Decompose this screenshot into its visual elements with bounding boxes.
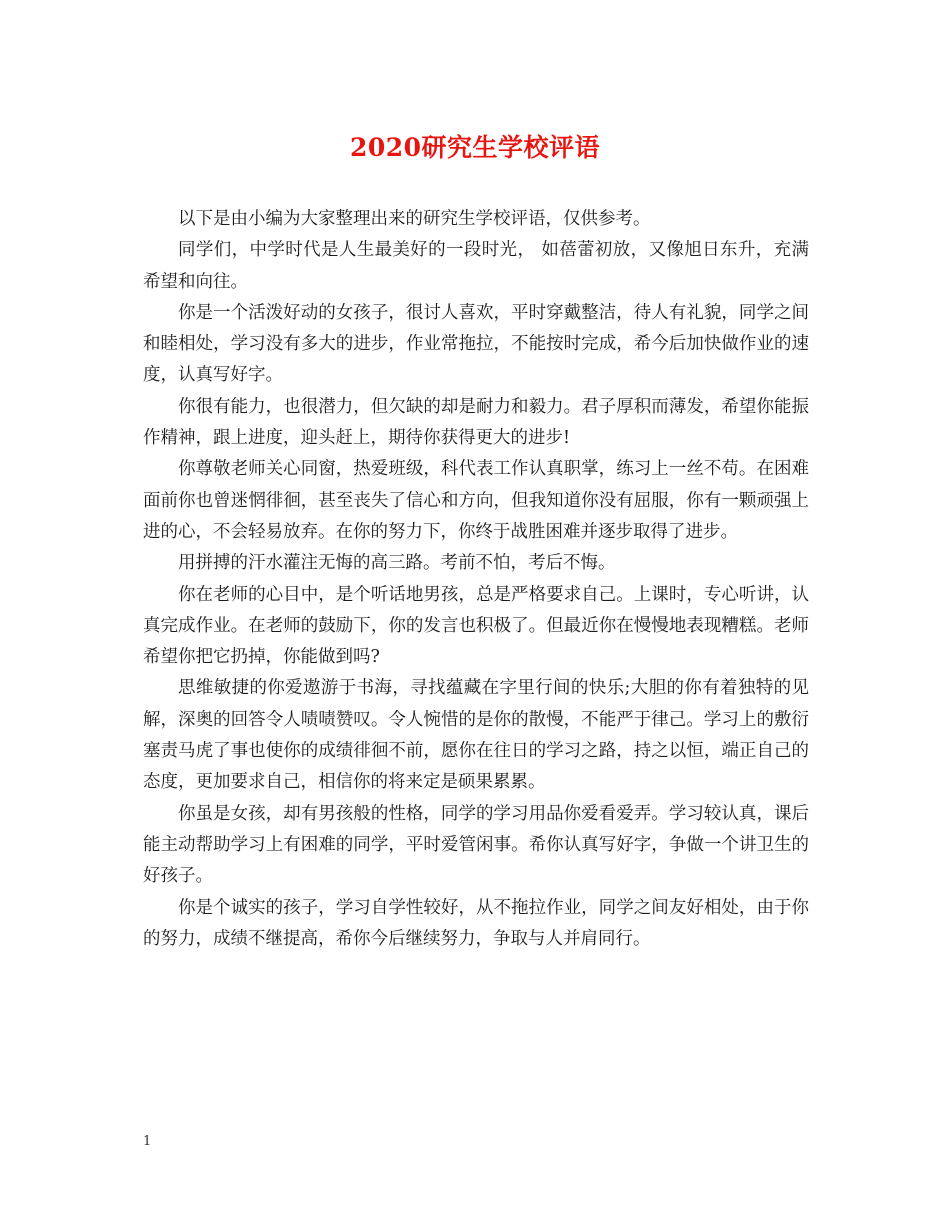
paragraph-10: 你是个诚实的孩子，学习自学性较好，从不拖拉作业，同学之间友好相处，由于你的努力，成绩不继提高，希你今后继续努力，争取与人并肩同行。 xyxy=(143,897,809,949)
paragraph-2: 同学们，中学时代是人生最美好的一段时光， 如蓓蕾初放，又像旭日东升，充满希望和向往。 xyxy=(143,240,809,292)
document-title: 2020研究生学校评语 xyxy=(349,133,601,162)
paragraph-9: 你虽是女孩，却有男孩般的性格，同学的学习用品你爱看爱弄。学习较认真，课后能主动帮助学习上有困难的同学，平时爱管闲事。希你认真写好字，争做一个讲卫生的好孩子。 xyxy=(143,803,809,887)
paragraph-4: 你很有能力，也很潜力，但欠缺的却是耐力和毅力。君子厚积而薄发，希望你能振作精神，跟上进度，迎头赶上，期待你获得更大的进步! xyxy=(143,396,809,449)
page-number: 1 xyxy=(143,1134,152,1149)
paragraph-1: 以下是由小编为大家整理出来的研究生学校评语，仅供参考。 xyxy=(178,209,651,229)
paragraph-6: 用拼搏的汗水灌注无悔的高三路。考前不怕，考后不悔。 xyxy=(178,553,616,574)
paragraph-7: 你在老师的心目中，是个听话地男孩，总是严格要求自己。上课时，专心听讲，认真完成作业。在老师的鼓励下，你的发言也积极了。但最近你在慢慢地表现糟糕。老师希望你把它扔掉，你能做到吗? xyxy=(143,584,809,668)
paragraph-3: 你是一个活泼好动的女孩子，很讨人喜欢，平时穿戴整洁，待人有礼貌，同学之间和睦相处，学习没有多大的进步，作业常拖拉，不能按时完成，希今后加快做作业的速度，认真写好字。 xyxy=(143,302,809,386)
paragraph-5: 你尊敬老师关心同窗，热爱班级，科代表工作认真职掌，练习上一丝不苟。在困难面前你也曾迷惘徘徊，甚至丧失了信心和方向，但我知道你没有屈服，你有一颗顽强上进的心，不会轻易放弃。在你的努力下，你终于战胜困难并逐步取得了进步。 xyxy=(143,459,809,542)
document-body xyxy=(143,204,809,955)
paragraph-8: 思维敏捷的你爱遨游于书海，寻找蕴藏在字里行间的快乐;大胆的你有着独特的见解，深奥的回答令人啧啧赞叹。令人惋惜的是你的散慢，不能严于律己。学习上的敷衍塞责马虎了事也使你的成绩徘徊不前，愿你在往日的学习之路，持之以恒，端正自己的态度，更加要求自己，相信你的将来定是硕果累累。 xyxy=(143,678,809,793)
